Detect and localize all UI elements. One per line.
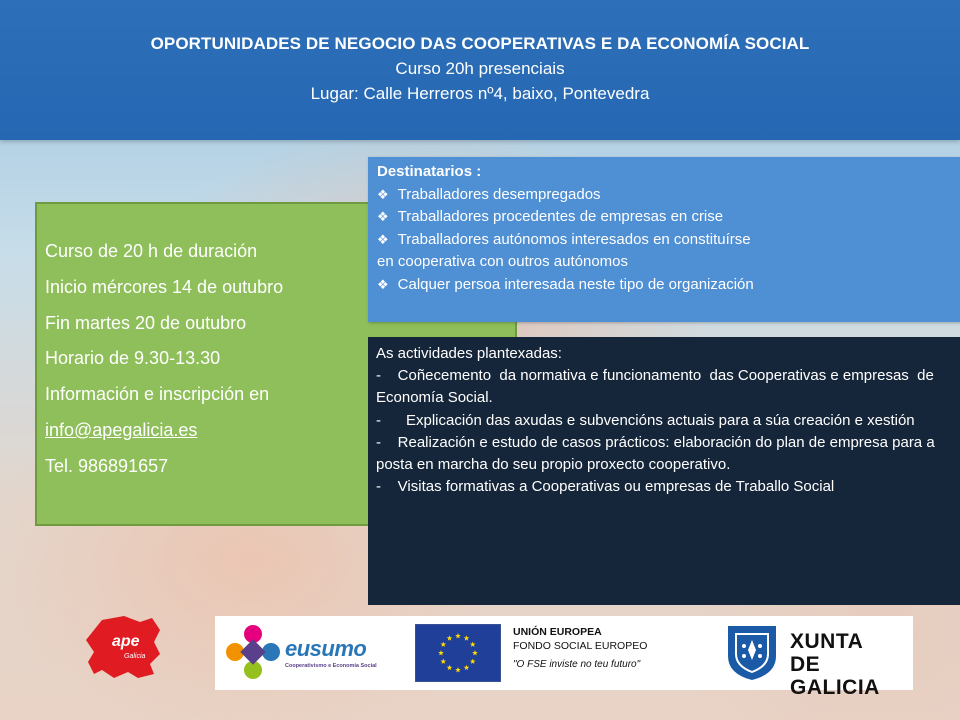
course-location: Lugar: Calle Herreros nº4, baixo, Pontevedra [310, 84, 650, 103]
eu-fund-label: FONDO SOCIAL EUROPEO [513, 640, 648, 652]
header-banner [0, 0, 960, 140]
eu-fse-logo [415, 622, 695, 684]
eu-union-label: UNIÓN EUROPEA [513, 626, 602, 638]
email-link[interactable]: info@apegalicia.es [45, 419, 198, 440]
eusumo-logo [223, 620, 383, 684]
page-title: OPORTUNIDADES DE NEGOCIO DAS COOPERATIVAS E DA ECONOMÍA SOCIAL [150, 34, 810, 53]
bullet-icon: ❖ [377, 209, 389, 225]
bullet-icon: ❖ [377, 186, 389, 202]
xunta-shield-icon [722, 622, 782, 682]
xunta-logo [720, 622, 910, 699]
destinatarios-item: ❖ Traballadores autónomos interesados en constituírse [377, 230, 751, 248]
ape-subword: Galicia [124, 653, 146, 660]
info-duration: Curso de 20 h de duración [45, 241, 258, 261]
info-start: Inicio mércores 14 de outubro [45, 276, 284, 297]
eu-flag-icon [415, 624, 501, 682]
ape-wordmark: ape [112, 633, 140, 650]
info-end: Fin martes 20 de outubro [45, 312, 247, 333]
destinatarios-title: Destinatarios : [377, 163, 482, 180]
info-schedule: Horario de 9.30-13.30 [45, 348, 221, 369]
destinatarios-item: ❖ Traballadores desempregados [377, 185, 601, 203]
xunta-subword: DE GALICIA [790, 653, 880, 699]
activity-item: - Coñecemento da normativa e funcionamento das Cooperativas e empresas de Economía Social. [376, 367, 938, 407]
bullet-icon: ❖ [377, 276, 389, 292]
eusumo-tagline: Cooperativismo e Economía Social [285, 663, 377, 669]
activities-box [368, 337, 960, 605]
ape-logo [80, 612, 170, 682]
bullet-icon: ❖ [377, 231, 389, 247]
destinatarios-item: ❖ Traballadores procedentes de empresas en crise [377, 208, 724, 226]
eusumo-wordmark: eusumo [285, 636, 367, 661]
destinatarios-item: ❖ Calquer persoa interesada neste tipo de organización [377, 275, 754, 293]
activity-item: - Explicación das axudas e subvencións actuais para a súa creación e xestión [376, 411, 915, 429]
course-subtitle: Curso 20h presenciais [395, 59, 565, 78]
destinatarios-box [368, 157, 960, 322]
activity-item: - Visitas formativas a Cooperativas ou empresas de Traballo Social [376, 478, 835, 496]
destinatarios-item-continuation: en cooperativa con outros autónomos [377, 253, 628, 271]
activities-title: As actividades plantexadas: [376, 345, 562, 362]
info-registration: Información e inscripción en [45, 384, 270, 405]
xunta-wordmark: XUNTA [790, 630, 864, 653]
eu-slogan: "O FSE inviste no teu futuro" [513, 659, 641, 670]
activity-item: - Realización e estudo de casos prácticos: elaboración do plan de empresa para a posta en marcha do seu propio proxecto cooperativo. [376, 433, 939, 474]
sponsor-logos-strip [215, 616, 913, 699]
info-phone: Tel. 986891657 [45, 455, 169, 476]
